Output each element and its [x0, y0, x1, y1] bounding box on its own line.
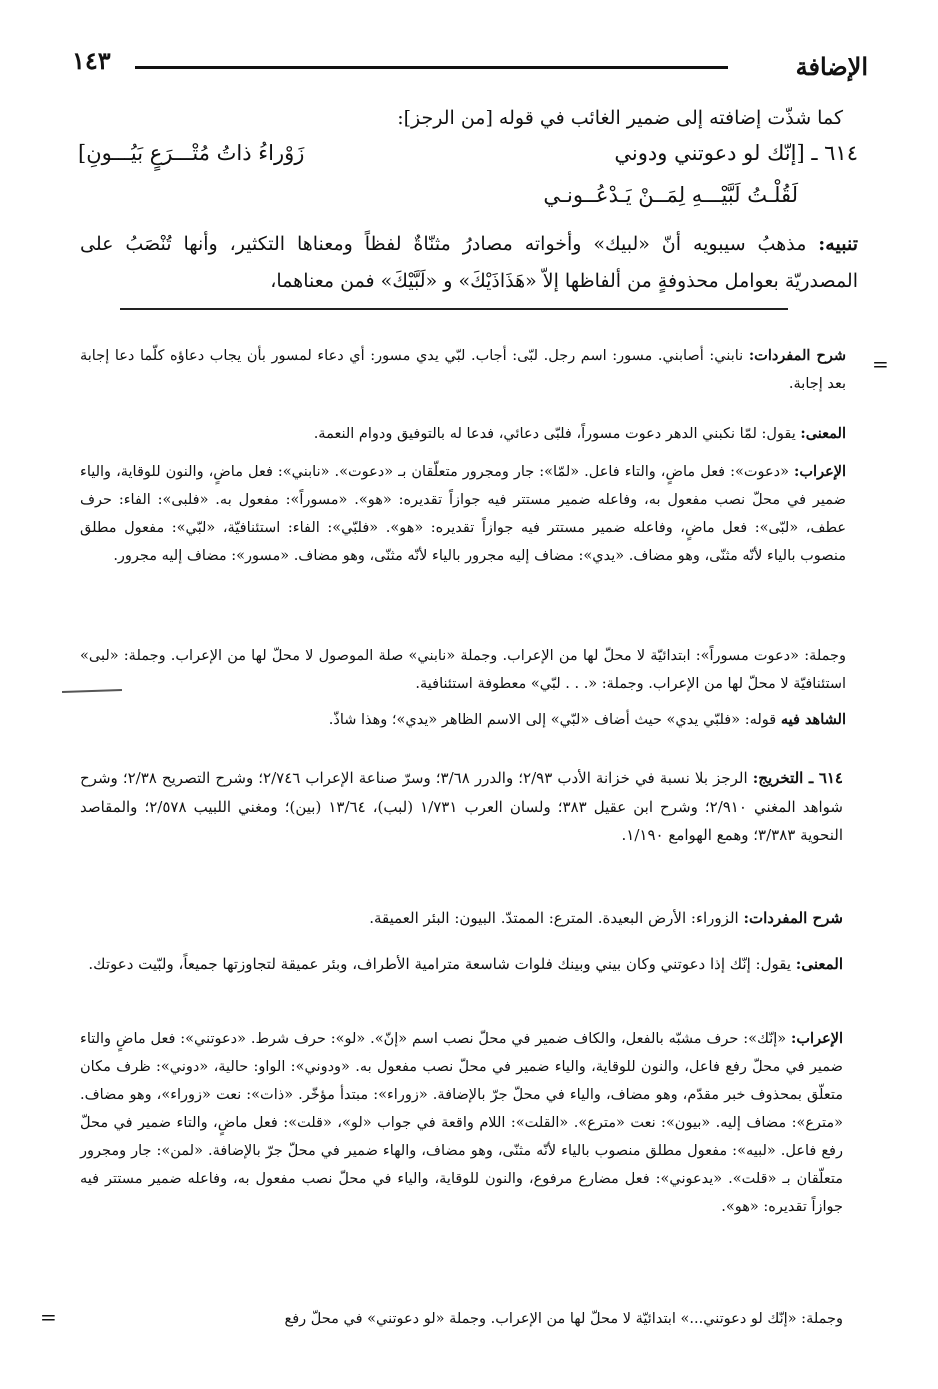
jumla-paragraph	[80, 1305, 843, 1333]
footnote-divider	[120, 308, 788, 310]
margin-mark-bottom: =	[40, 1305, 57, 1329]
takhrij-paragraph	[80, 764, 843, 850]
prev-meaning-text: يقول: لمّا نكبني الدهر دعوت مسوراً، فلبّى دعائي، فدعا له بالتوفيق ودوام النعمة.	[313, 426, 796, 442]
header-rule	[135, 66, 728, 69]
takhrij-label: ٦١٤ ـ التخريج:	[752, 769, 843, 787]
vocab-text: الزوراء: الأرض البعيدة. المترع: الممتدّ. البيون: البئر العميقة.	[369, 909, 739, 927]
verse-line-1	[614, 141, 858, 165]
verse-hemistich-2: زَوْراءُ ذاتُ مُتْـــرَعٍ بَيُـــونِ]	[78, 141, 305, 165]
prev-shahid-label: الشاهد فيه	[780, 711, 846, 728]
verse-hemistich-3: لَقُلْـتُ لَبَّيْـــهِ لِمَــنْ يَـدْعُــونـي	[543, 183, 798, 207]
irab-paragraph	[80, 1025, 843, 1221]
prev-meaning-paragraph	[80, 420, 846, 448]
meaning-label: المعنى:	[795, 955, 843, 973]
vocab-label: شرح المفردات:	[743, 909, 843, 927]
verse-line-1-second-half	[78, 141, 304, 165]
meaning-text: يقول: إنّك إذا دعوتني وكان بيني وبينك فلوات شاسعة مترامية الأطراف، وبئر عميقة لتجاوزتها جميعاً، ولبّيت دعوتك.	[88, 955, 791, 973]
prev-jumla-paragraph	[80, 642, 846, 698]
prev-irab-text: «دعوت»: فعل ماضٍ، والتاء فاعل. «لمّا»: جار ومجرور متعلّقان بـ «دعوت». «نابني»: فعل ماضٍ، والنون للوقاية، والياء ضمير في محلّ نصب مفعول به، وفاعله ضمير مستتر فيه جوازاً تقديره: «هو». «مسوراً»: مفعول به. «فلبى»: الفاء: حرف عطف، «لبّى»: فعل ماضٍ، وفاعله ضمير مستتر فيه جوازاً تقديره: «هو». «فلبّي»: الفاء: استئنافيّة، «لبّي»: مفعول مطلق منصوب بالياء لأنّه مثنّى، وهو مضاف. «يدي»: مضاف إليه مجرور بالياء لأنّه مثنّى، وهو مضاف. «مسور»: مضاف إليه مجرور.	[80, 464, 846, 564]
prev-shahid-paragraph	[80, 706, 846, 734]
prev-vocab-text: نابني: أصابني. مسور: اسم رجل. لبّى: أجاب. لبّي يدي مسور: أي دعاء لمسور بأن يجاب دعاؤه كلّما دعا إجابة بعد إجابة.	[80, 348, 846, 392]
running-header-title: الإضافة	[795, 52, 868, 81]
tanbih-label: تنبيه:	[818, 233, 858, 255]
tanbih-text: مذهبُ سيبويه أنّ «لبيك» وأخواته مصادرُ مثنّاةٌ لفظاً ومعناها التكثير، وأنها تُنْصَبُ على المصدريّة بعوامل محذوفةٍ من ألفاظها إلاّ «هَذَاذَيْكَ» و «لَبَّيْكَ» فمن معناهما،	[80, 233, 858, 292]
verse-hemistich-1: ٦١٤ ـ [إنّك لو دعوتني ودوني	[614, 141, 858, 165]
prev-irab-label: الإعراب:	[794, 463, 847, 480]
irab-text: «إنّك»: حرف مشبّه بالفعل، والكاف ضمير في محلّ نصب اسم «إنّ». «لو»: حرف شرط. «دعوتني»: فعل ماضٍ والتاء ضمير في محلّ رفع فاعل، والنون للوقاية، والياء ضمير في محلّ نصب مفعول به. «ودوني»: الواو: حالية، «دوني»: ظرف مكان متعلّق بمحذوف خبر مقدّم، وهو مضاف، والياء في محلّ جرّ بالإضافة. «زوراء»: مبتدأ مؤخّر. «ذات»: نعت «زوراء»، وهو مضاف. «مترع»: مضاف إليه. «بيون»: نعت «مترع». «القلت»: اللام واقعة في جواب «لو»، «قلت»: فعل ماضٍ، والتاء ضمير في محلّ رفع فاعل. «لبيه»: مفعول مطلق منصوب بالياء لأنّه مثنّى، وهو مضاف، والهاء ضمير في محلّ جرّ بالإضافة. «لمن»: جار ومجرور متعلّقان بـ «قلت». «يدعوني»: فعل مضارع مرفوع، والنون للوقاية، والياء في محلّ نصب مفعول به، وفاعله ضمير مستتر فيه جوازاً تقديره: «هو».	[80, 1031, 843, 1215]
vocab-paragraph	[80, 904, 843, 933]
prev-vocab-label: شرح المفردات:	[748, 347, 847, 364]
prev-jumla-text: وجملة: «دعوت مسوراً»: ابتدائيّة لا محلّ لها من الإعراب. وجملة «نابني» صلة الموصول لا محلّ لها من الإعراب. وجملة: «لبى» استئنافيّة لا محلّ لها من الإعراب. وجملة: «. . . لبّي» معطوفة استئنافية.	[80, 648, 846, 692]
takhrij-text: الرجز بلا نسبة في خزانة الأدب ٢/٩٣؛ والدرر ٣/٦٨؛ وسرّ صناعة الإعراب ٢/٧٤٦؛ وشرح التصريح ٢/٣٨؛ وشرح شواهد المغني ٢/٩١٠؛ وشرح ابن عقيل ٣٨٣؛ ولسان العرب ١/٧٣١ (لبب)، ١٣/٦٤ (بين)؛ ومغني اللبيب ٢/٥٧٨؛ والمقاصد النحوية ٣/٣٨٣؛ وهمع الهوامع ١/١٩٠.	[80, 769, 843, 844]
prev-shahid-text: قوله: «فلبّي يدي» حيث أضاف «لبّي» إلى الاسم الظاهر «يدي»؛ وهذا شاذّ.	[328, 712, 777, 728]
intro-line: كما شذّت إضافته إلى ضمير الغائب في قوله [من الرجز]:	[397, 107, 843, 129]
jumla-text: وجملة: «إنّك لو دعوتني...» ابتدائيّة لا محلّ لها من الإعراب. وجملة «لو دعوتني» في محلّ رفع	[284, 1311, 843, 1327]
tanbih-paragraph	[80, 226, 858, 300]
irab-label: الإعراب:	[791, 1030, 844, 1047]
prev-irab-paragraph	[80, 458, 846, 570]
meaning-paragraph	[80, 950, 843, 979]
margin-mark-top: =	[872, 352, 889, 376]
page-number: ١٤٣	[72, 46, 111, 75]
prev-meaning-label: المعنى:	[800, 425, 846, 442]
prev-vocab-paragraph	[80, 342, 846, 398]
verse-line-2	[543, 183, 798, 207]
